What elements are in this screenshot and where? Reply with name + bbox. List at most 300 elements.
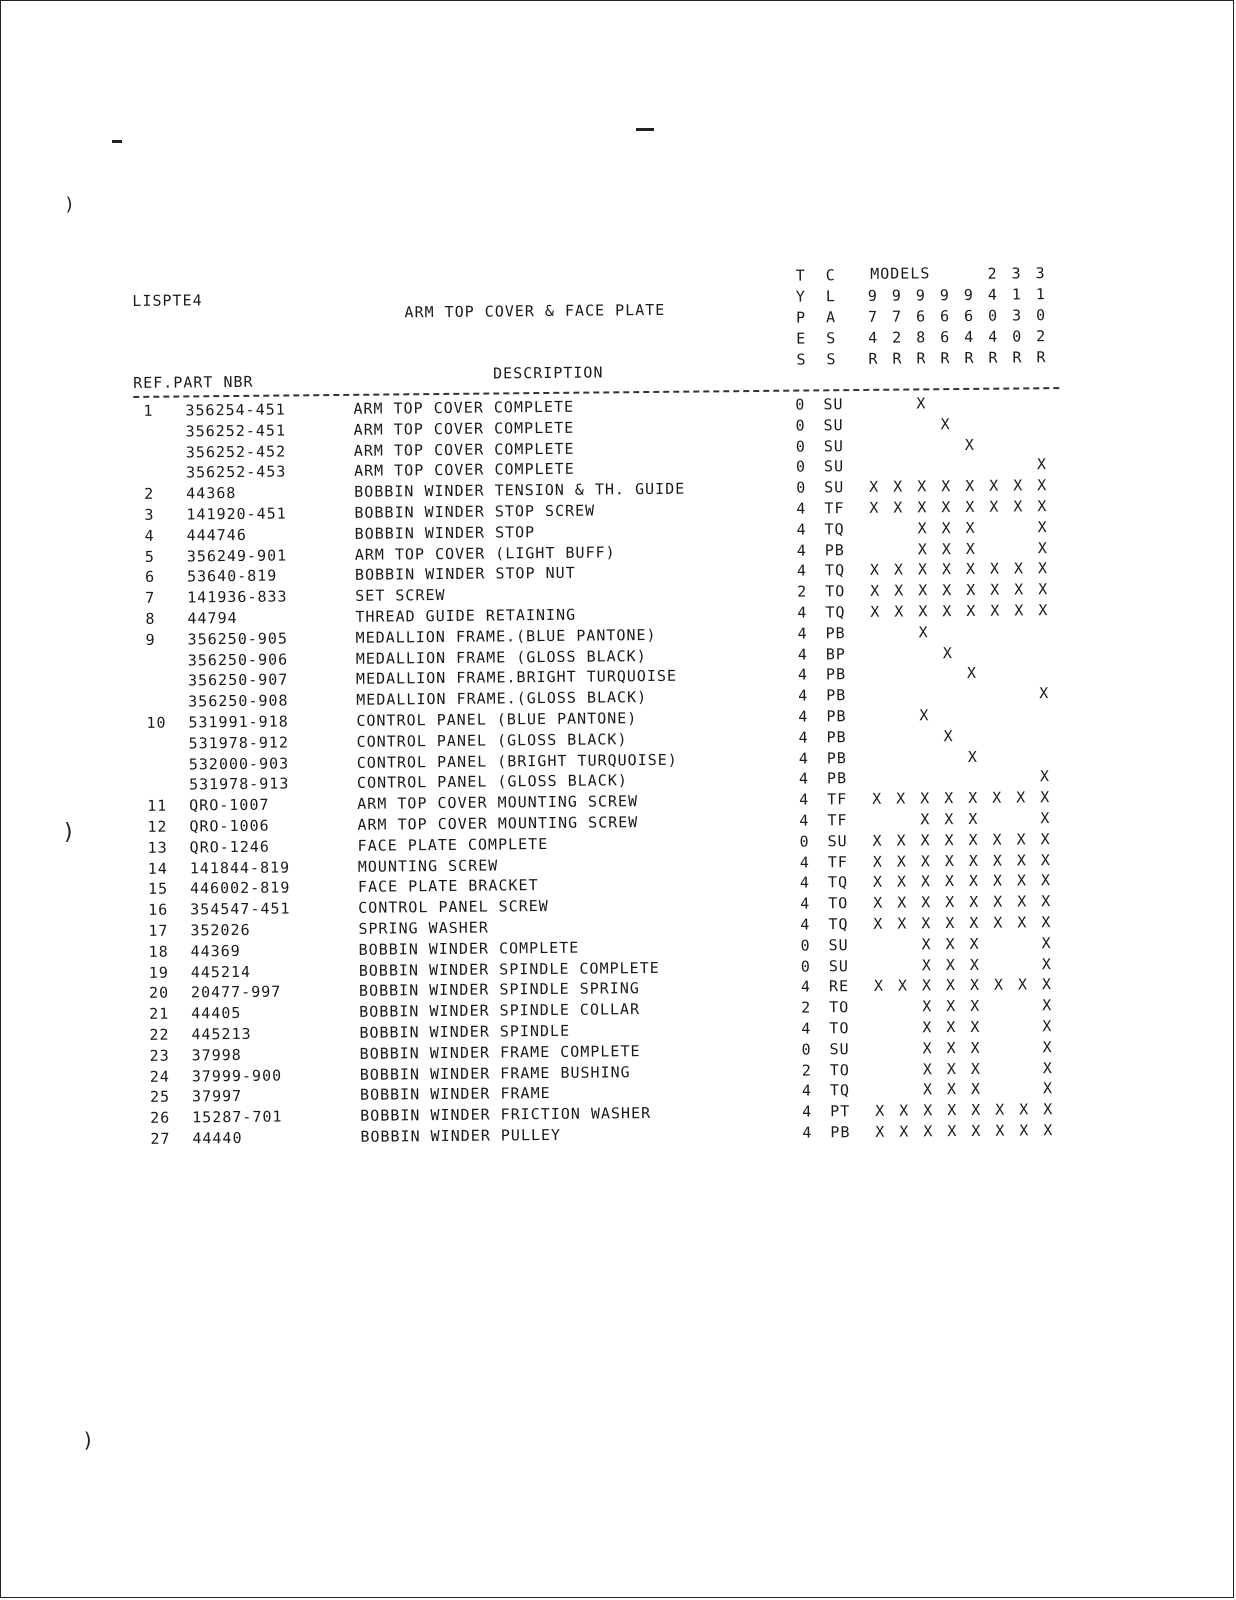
type-code: 4 — [800, 977, 812, 996]
type-code: 0 — [801, 1040, 812, 1059]
model-mark-968R: X — [922, 1059, 933, 1078]
model-mark-964R: X — [965, 477, 976, 496]
model-mark-3102R: X — [1040, 850, 1051, 869]
model-mark-968R: X — [920, 851, 931, 870]
type-code: 4 — [798, 686, 809, 705]
model-mark-3102R: X — [1041, 954, 1052, 973]
model-header-char: R — [988, 348, 998, 367]
model-mark-974R: X — [872, 789, 883, 809]
model-mark-964R: X — [966, 601, 977, 620]
ref-number: 26 — [150, 1108, 171, 1127]
type-code: 4 — [798, 707, 809, 726]
class-code: TO — [829, 998, 850, 1017]
part-number: 531978-913 — [188, 774, 290, 794]
model-header-char: 2 — [892, 328, 902, 347]
model-header-char: R — [892, 349, 902, 368]
header-letter: T — [795, 266, 805, 285]
model-mark-3130R: X — [1013, 497, 1024, 516]
part-number: 44440 — [192, 1128, 243, 1148]
scan-speck: ) — [62, 820, 76, 845]
model-mark-964R: X — [967, 747, 978, 766]
class-code: TO — [825, 582, 846, 601]
class-code: SU — [823, 415, 844, 435]
class-code: SU — [828, 956, 849, 975]
model-mark-966R: X — [944, 872, 956, 891]
model-mark-974R: X — [869, 498, 880, 517]
model-mark-964R: X — [966, 664, 978, 683]
header-letter: A — [825, 308, 836, 327]
part-description: ARM TOP COVER COMPLETE — [353, 439, 575, 460]
model-mark-964R: X — [968, 872, 980, 891]
part-number: 356250-905 — [187, 629, 289, 649]
model-mark-3102R: X — [1042, 996, 1053, 1015]
model-mark-966R: X — [947, 1121, 958, 1141]
model-mark-2440R: X — [989, 560, 1001, 579]
model-mark-3102R: X — [1040, 829, 1051, 849]
model-mark-966R: X — [941, 518, 952, 537]
model-header-2440R — [984, 264, 1001, 369]
part-description: THREAD GUIDE RETAINING — [355, 605, 577, 626]
part-number: 356249-901 — [186, 546, 288, 566]
type-code: 2 — [801, 1060, 812, 1080]
model-mark-966R: X — [946, 1038, 957, 1057]
part-description: SET SCREW — [355, 586, 446, 606]
model-mark-2440R: X — [989, 497, 1000, 516]
model-mark-968R: X — [921, 935, 932, 954]
type-code: 0 — [796, 478, 807, 497]
type-code: 4 — [796, 520, 807, 539]
model-header-char: 7 — [891, 307, 902, 326]
model-mark-972R: X — [896, 872, 908, 891]
part-description: MOUNTING SCREW — [357, 856, 499, 876]
ref-number: 18 — [148, 942, 169, 961]
model-mark-974R: X — [869, 477, 880, 497]
part-description: MEDALLION FRAME.(GLOSS BLACK) — [356, 688, 648, 709]
part-number: 44369 — [190, 941, 241, 961]
model-mark-964R: X — [968, 830, 979, 849]
model-mark-3102R: X — [1037, 517, 1048, 537]
model-mark-974R: X — [872, 873, 884, 892]
model-mark-966R: X — [942, 643, 953, 662]
model-mark-3102R: X — [1040, 871, 1052, 890]
type-code: 0 — [795, 457, 807, 476]
model-mark-3130R: X — [1017, 913, 1028, 932]
part-number: 531991-918 — [188, 712, 289, 732]
model-mark-964R: X — [964, 435, 975, 454]
ref-number: 8 — [145, 609, 156, 628]
class-code: TF — [827, 811, 848, 830]
ref-number: 4 — [144, 526, 155, 545]
model-mark-964R: X — [970, 996, 981, 1016]
class-code: SU — [823, 395, 844, 414]
part-number: QRO-1007 — [189, 795, 270, 815]
part-number: 356252-451 — [185, 421, 287, 441]
model-mark-968R: X — [920, 831, 931, 850]
model-header-char: 9 — [915, 286, 925, 305]
type-code: 2 — [797, 582, 808, 601]
part-description: MEDALLION FRAME.(BLUE PANTONE) — [355, 625, 657, 647]
class-code: TO — [828, 894, 849, 913]
scan-speck: ) — [82, 1428, 95, 1452]
model-mark-964R: X — [969, 913, 980, 932]
ref-number: 10 — [146, 713, 167, 732]
model-header-char: 1 — [1011, 285, 1021, 304]
model-mark-3130R: X — [1013, 476, 1024, 495]
ref-part-header: REF.PART NBR — [133, 372, 254, 392]
model-mark-964R: X — [965, 539, 976, 558]
part-description: BOBBIN WINDER COMPLETE — [358, 938, 580, 959]
model-mark-972R: X — [896, 831, 907, 850]
part-description: ARM TOP COVER COMPLETE — [353, 397, 575, 418]
model-mark-2440R: X — [993, 892, 1004, 911]
part-number: 44794 — [187, 608, 238, 628]
type-code: 4 — [798, 749, 809, 768]
part-number: 444746 — [186, 525, 247, 545]
model-mark-972R: X — [893, 477, 904, 496]
model-mark-3102R: X — [1038, 601, 1049, 620]
class-code: PB — [830, 1122, 851, 1142]
type-code: 4 — [797, 665, 809, 684]
model-mark-966R: X — [942, 602, 953, 621]
model-mark-968R: X — [921, 955, 932, 974]
model-header-char: 4 — [988, 327, 998, 346]
model-header-char: 9 — [939, 286, 949, 305]
part-description: ARM TOP COVER COMPLETE — [353, 418, 575, 439]
header-letter: S — [826, 350, 836, 369]
model-mark-966R: X — [941, 560, 953, 579]
model-mark-972R: X — [897, 893, 908, 912]
part-number: 53640-819 — [186, 566, 278, 586]
part-number: 356250-907 — [187, 670, 289, 690]
model-mark-966R: X — [945, 893, 956, 912]
model-mark-3130R: X — [1016, 788, 1027, 807]
model-mark-2440R: X — [992, 871, 1004, 891]
part-number: 356252-453 — [185, 462, 287, 482]
type-code: 4 — [797, 624, 808, 643]
model-header-char: 9 — [867, 286, 877, 305]
model-mark-972R: X — [899, 1122, 910, 1141]
model-mark-2440R: X — [990, 601, 1001, 620]
class-code: TQ — [829, 1081, 851, 1100]
type-code: 4 — [797, 603, 808, 622]
type-code: 4 — [797, 645, 808, 664]
type-code: 2 — [801, 998, 812, 1017]
type-code: 0 — [795, 416, 806, 435]
part-number: 141936-833 — [187, 587, 288, 607]
class-code: TQ — [825, 603, 846, 622]
model-header-char: 7 — [867, 307, 878, 326]
model-mark-2440R: X — [993, 975, 1005, 995]
part-number: 356252-452 — [185, 442, 287, 462]
part-number: QRO-1246 — [189, 837, 270, 857]
model-header-3130R — [1008, 263, 1025, 368]
model-header-char: R — [940, 349, 950, 368]
model-header-char: 4 — [868, 328, 878, 347]
model-header-char: 6 — [940, 328, 950, 347]
ref-number: 6 — [144, 568, 156, 587]
model-header-char: 2 — [987, 264, 997, 283]
model-mark-3102R: X — [1042, 1017, 1053, 1036]
model-mark-3102R: X — [1039, 684, 1050, 703]
model-mark-968R: X — [917, 498, 928, 517]
model-mark-3102R: X — [1037, 559, 1049, 578]
model-mark-3102R: X — [1042, 1079, 1054, 1098]
type-code: 0 — [800, 936, 811, 955]
model-mark-3130R: X — [1016, 871, 1028, 890]
ref-number: 23 — [149, 1046, 170, 1065]
model-header-char: 3 — [1035, 264, 1045, 283]
class-code: TF — [824, 499, 845, 518]
scan-speck: ) — [64, 194, 75, 215]
model-mark-968R: X — [923, 1122, 934, 1141]
part-number: 354547-451 — [190, 899, 291, 919]
type-code: 4 — [799, 853, 810, 872]
model-header-char: 6 — [939, 307, 950, 326]
part-description: CONTROL PANEL (BLUE PANTONE) — [356, 709, 638, 730]
part-description: FACE PLATE BRACKET — [357, 876, 539, 897]
model-mark-2440R: X — [990, 580, 1001, 599]
class-code: RE — [828, 977, 850, 996]
part-number: 37998 — [191, 1045, 242, 1065]
type-code: 4 — [802, 1123, 813, 1142]
part-description: CONTROL PANEL SCREW — [358, 897, 549, 917]
model-header-char: 6 — [915, 307, 926, 326]
model-header-char: 2 — [1036, 327, 1046, 346]
model-mark-2440R: X — [992, 830, 1003, 849]
part-number: 356250-906 — [187, 650, 289, 670]
model-header-968R — [912, 285, 929, 369]
ref-number: 20 — [148, 983, 170, 1003]
class-code: TF — [827, 852, 848, 871]
header-letter: E — [796, 329, 806, 348]
model-header-char: 3 — [1011, 306, 1022, 325]
model-mark-968R: X — [916, 394, 927, 413]
model-header-char: 8 — [916, 328, 926, 347]
model-mark-3102R: X — [1040, 788, 1051, 807]
model-mark-3130R: X — [1016, 830, 1027, 849]
type-code: 4 — [801, 1081, 813, 1100]
model-header-974R — [864, 286, 881, 370]
class-code: SU — [829, 1039, 850, 1059]
model-mark-966R: X — [944, 789, 955, 808]
ref-number: 16 — [148, 900, 169, 919]
model-mark-974R: X — [870, 581, 881, 601]
document-title: ARM TOP COVER & FACE PLATE — [404, 300, 666, 322]
ref-number: 24 — [149, 1067, 170, 1086]
class-code: PB — [826, 769, 848, 788]
model-mark-964R: X — [969, 976, 981, 995]
model-mark-964R: X — [968, 789, 979, 808]
part-description: BOBBIN WINDER FRAME BUSHING — [359, 1062, 631, 1084]
model-mark-3102R: X — [1041, 913, 1052, 932]
model-mark-3130R: X — [1016, 850, 1027, 870]
ref-number: 25 — [149, 1087, 171, 1107]
model-header-964R — [960, 285, 977, 369]
part-description: ARM TOP COVER MOUNTING SCREW — [357, 813, 639, 834]
model-mark-966R: X — [943, 726, 954, 745]
model-mark-964R: X — [966, 581, 977, 600]
model-mark-964R: X — [970, 1038, 981, 1057]
model-mark-3102R: X — [1042, 1037, 1053, 1056]
model-mark-968R: X — [917, 539, 928, 559]
model-mark-3130R: X — [1013, 559, 1025, 578]
model-mark-3130R: X — [1017, 892, 1028, 911]
type-code: 4 — [796, 541, 807, 560]
model-mark-966R: X — [945, 976, 957, 995]
type-code: 0 — [795, 395, 806, 414]
part-description: BOBBIN WINDER SPINDLE SPRING — [358, 979, 640, 1001]
part-number: 356250-908 — [188, 691, 289, 711]
model-mark-3102R: X — [1037, 538, 1048, 557]
model-mark-964R: X — [969, 955, 980, 974]
model-mark-966R: X — [940, 414, 951, 434]
type-code: 4 — [800, 894, 811, 913]
scan-mark — [636, 128, 654, 131]
part-number: 15287-701 — [192, 1107, 283, 1127]
model-mark-972R: X — [896, 852, 907, 871]
model-mark-964R: X — [969, 892, 980, 912]
class-code: PB — [825, 665, 847, 684]
class-code: PB — [825, 623, 846, 643]
model-mark-964R: X — [965, 497, 976, 516]
model-mark-966R: X — [945, 955, 956, 974]
part-number: 44368 — [186, 484, 237, 503]
model-mark-974R: X — [873, 977, 885, 996]
ref-number: 9 — [145, 630, 156, 649]
part-number: 20477-997 — [190, 982, 282, 1002]
model-mark-3130R: X — [1019, 1100, 1030, 1119]
ref-number: 22 — [149, 1025, 170, 1044]
model-mark-3102R: X — [1040, 809, 1051, 828]
model-header-char: 4 — [987, 285, 997, 304]
model-mark-968R: X — [920, 810, 931, 829]
model-mark-972R: X — [899, 1101, 910, 1120]
model-mark-3102R: X — [1037, 476, 1048, 495]
model-header-char: 9 — [963, 285, 973, 304]
model-mark-974R: X — [873, 914, 884, 933]
model-header-char: R — [1012, 348, 1022, 367]
model-mark-2440R: X — [992, 788, 1003, 807]
part-description: BOBBIN WINDER STOP SCREW — [354, 501, 596, 522]
part-description: ARM TOP COVER MOUNTING SCREW — [357, 792, 639, 813]
class-code: SU — [823, 457, 845, 476]
type-code: 4 — [798, 769, 810, 788]
model-header-char: 0 — [1012, 327, 1022, 346]
class-code: TQ — [827, 873, 849, 892]
parts-table-body — [129, 394, 1054, 1151]
model-mark-3102R: X — [1043, 1121, 1054, 1140]
part-description: CONTROL PANEL (GLOSS BLACK) — [356, 771, 628, 793]
class-code: PT — [830, 1102, 851, 1121]
class-code: PB — [824, 540, 845, 559]
class-code: BP — [825, 644, 846, 663]
model-mark-968R: X — [922, 1018, 933, 1037]
model-mark-966R: X — [946, 1059, 957, 1078]
model-mark-974R: X — [870, 602, 881, 621]
part-description: BOBBIN WINDER FRAME COMPLETE — [359, 1041, 641, 1063]
model-mark-2440R: X — [995, 1121, 1006, 1140]
class-code: TQ — [824, 561, 846, 580]
model-mark-964R: X — [968, 851, 979, 870]
class-column-header — [822, 265, 839, 370]
model-mark-966R: X — [941, 539, 952, 558]
type-code: 0 — [799, 832, 810, 851]
part-description: BOBBIN WINDER FRICTION WASHER — [360, 1104, 652, 1125]
model-header-char: 3 — [1011, 264, 1021, 283]
model-header-char: R — [1036, 348, 1046, 367]
part-number: 445213 — [191, 1024, 252, 1044]
model-mark-966R: X — [942, 581, 953, 600]
model-mark-2440R: X — [989, 476, 1000, 495]
model-mark-972R: X — [894, 602, 905, 621]
model-mark-964R: X — [970, 1059, 981, 1078]
model-header-char: R — [964, 348, 974, 367]
part-description: MEDALLION FRAME (GLOSS BLACK) — [355, 646, 647, 668]
type-code: 4 — [798, 728, 809, 747]
model-header-966R — [936, 285, 953, 369]
header-letter: L — [825, 287, 835, 306]
model-mark-968R: X — [921, 893, 932, 912]
header-letter: Y — [795, 287, 805, 306]
header-letter: C — [825, 266, 835, 285]
model-mark-3102R: X — [1041, 892, 1052, 911]
model-mark-972R: X — [894, 581, 905, 600]
model-mark-3102R: X — [1043, 1100, 1054, 1119]
type-code: 0 — [795, 437, 806, 456]
model-header-3102R — [1032, 263, 1049, 368]
part-description: BOBBIN WINDER TENSION & TH. GUIDE — [354, 479, 686, 502]
class-code: SU — [824, 478, 845, 497]
model-mark-3130R: X — [1019, 1121, 1030, 1140]
model-mark-3130R: X — [1014, 580, 1025, 599]
type-code: 4 — [800, 915, 811, 934]
part-description: CONTROL PANEL (GLOSS BLACK) — [356, 729, 628, 751]
part-number: 446002-819 — [189, 878, 291, 898]
header-letter: P — [795, 308, 806, 327]
part-number: 37997 — [191, 1087, 243, 1106]
ref-number: 17 — [148, 921, 169, 940]
header-letter: S — [826, 329, 836, 348]
model-mark-968R: X — [921, 976, 933, 995]
part-description: SPRING WASHER — [358, 918, 489, 938]
model-mark-2440R: X — [992, 851, 1003, 870]
model-mark-966R: X — [941, 477, 952, 496]
model-mark-968R: X — [919, 706, 930, 725]
model-mark-968R: X — [917, 560, 929, 579]
model-mark-974R: X — [869, 561, 881, 580]
model-mark-968R: X — [917, 477, 928, 496]
model-mark-966R: X — [946, 1017, 957, 1037]
type-code: 4 — [796, 561, 808, 580]
type-code: 0 — [800, 956, 811, 976]
ref-number: 27 — [150, 1129, 171, 1148]
class-code: SU — [823, 436, 844, 455]
model-mark-968R: X — [922, 997, 933, 1016]
class-code: SU — [828, 935, 849, 955]
part-description: BOBBIN WINDER STOP — [354, 522, 536, 543]
class-code: TO — [829, 1060, 850, 1079]
part-description: FACE PLATE COMPLETE — [357, 834, 549, 855]
model-mark-966R: X — [944, 851, 955, 870]
model-header-char: 0 — [1035, 306, 1046, 325]
ref-number: 21 — [149, 1004, 170, 1023]
model-mark-964R: X — [965, 518, 976, 537]
type-code: 4 — [799, 790, 810, 809]
model-mark-974R: X — [872, 831, 883, 850]
ref-number: 7 — [145, 588, 156, 608]
class-code: PB — [826, 707, 847, 726]
ref-number: 11 — [147, 796, 168, 815]
